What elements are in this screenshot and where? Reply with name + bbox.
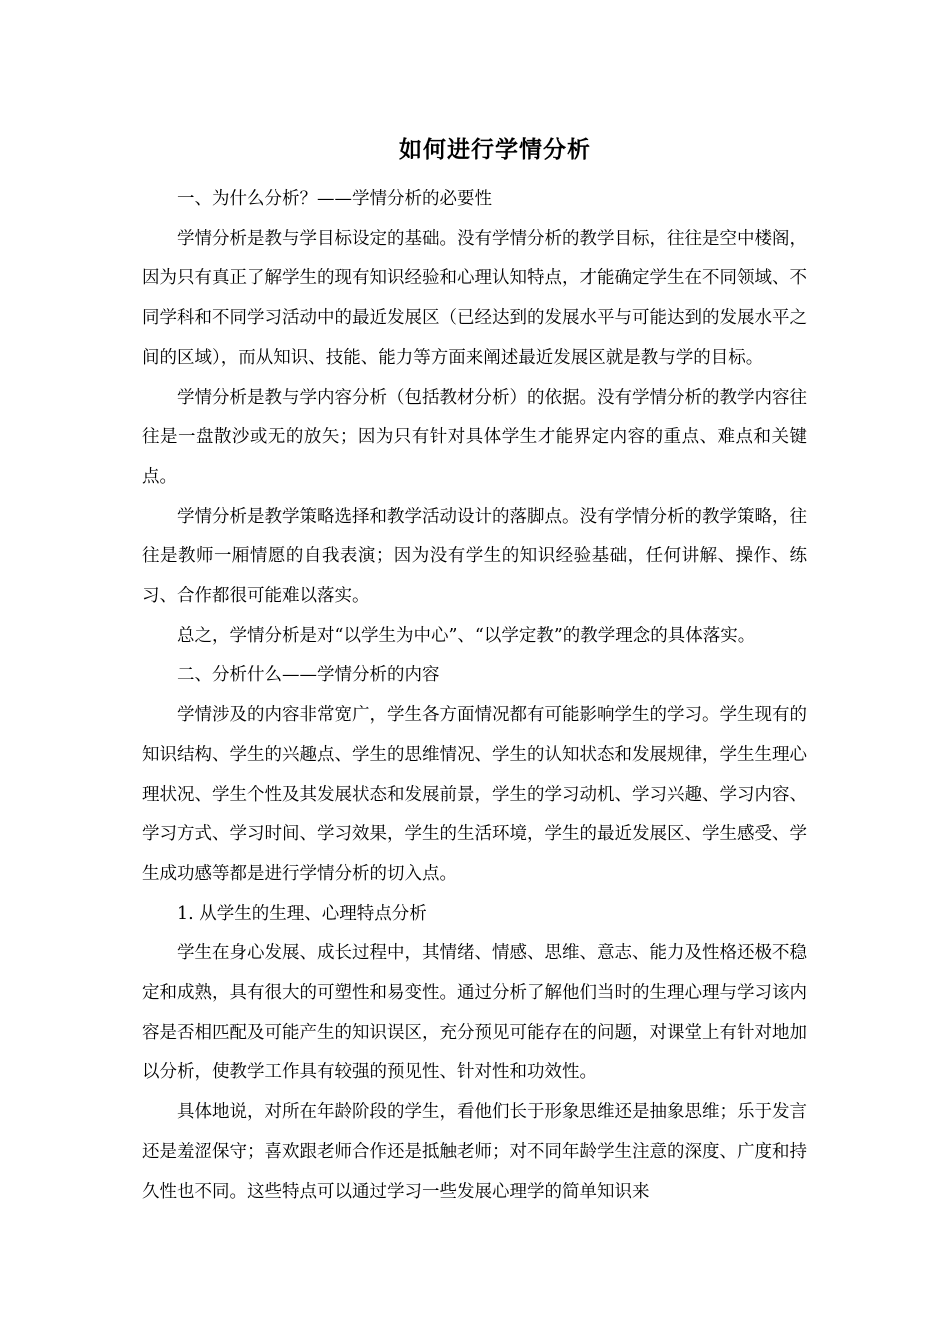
- paragraph-7: 具体地说，对所在年龄阶段的学生，看他们长于形象思维还是抽象思维；乐于发言还是羞涩保守；喜欢跟老师合作还是抵触老师；对不同年龄学生注意的深度、广度和持久性也不同。这些特点可以通过学习一些发展心理学的简单知识来: [142, 1102, 807, 1202]
- paragraph-2: 学情分析是教与学内容分析（包括教材分析）的依据。没有学情分析的教学内容往往是一盘散沙或无的放矢；因为只有针对具体学生才能界定内容的重点、难点和关键点。: [142, 387, 807, 487]
- section-heading-2: 二、分析什么——学情分析的内容: [177, 665, 440, 686]
- paragraph-5: 学情涉及的内容非常宽广，学生各方面情况都有可能影响学生的学习。学生现有的知识结构、学生的兴趣点、学生的思维情况、学生的认知状态和发展规律，学生生理心理状况、学生个性及其发展状态和发展前景，学生的学习动机、学习兴趣、学习内容、学习方式、学习时间、学习效果，学生的生活环境，学生的最近发展区、学生感受、学生成功感等都是进行学情分析的切入点。: [142, 705, 807, 884]
- paragraph-4: 总之，学情分析是对“以学生为中心”、“以学定教”的教学理念的具体落实。: [177, 625, 756, 646]
- subsection-heading-1: 1. 从学生的生理、心理特点分析: [177, 903, 427, 924]
- paragraph-6: 学生在身心发展、成长过程中，其情绪、情感、思维、意志、能力及性格还极不稳定和成熟，具有很大的可塑性和易变性。通过分析了解他们当时的生理心理与学习该内容是否相匹配及可能产生的知识误区，充分预见可能存在的问题，对课堂上有针对地加以分析，使教学工作具有较强的预见性、针对性和功效性。: [142, 943, 807, 1083]
- section-heading-1: 一、为什么分析？——学情分析的必要性: [177, 189, 492, 209]
- paragraph-1: 学情分析是教与学目标设定的基础。没有学情分析的教学目标，往往是空中楼阁，因为只有真正了解学生的现有知识经验和心理认知特点，才能确定学生在不同领域、不同学科和不同学习活动中的最近发展区（已经达到的发展水平与可能达到的发展水平之间的区域），而从知识、技能、能力等方面来阐述最近发展区就是教与学的目标。: [142, 228, 807, 368]
- paragraph-3: 学情分析是教学策略选择和教学活动设计的落脚点。没有学情分析的教学策略，往往是教师一厢情愿的自我表演；因为没有学生的知识经验基础，任何讲解、操作、练习、合作都很可能难以落实。: [142, 506, 807, 607]
- page-title: 如何进行学情分析: [399, 137, 591, 163]
- document-body: [142, 180, 807, 1212]
